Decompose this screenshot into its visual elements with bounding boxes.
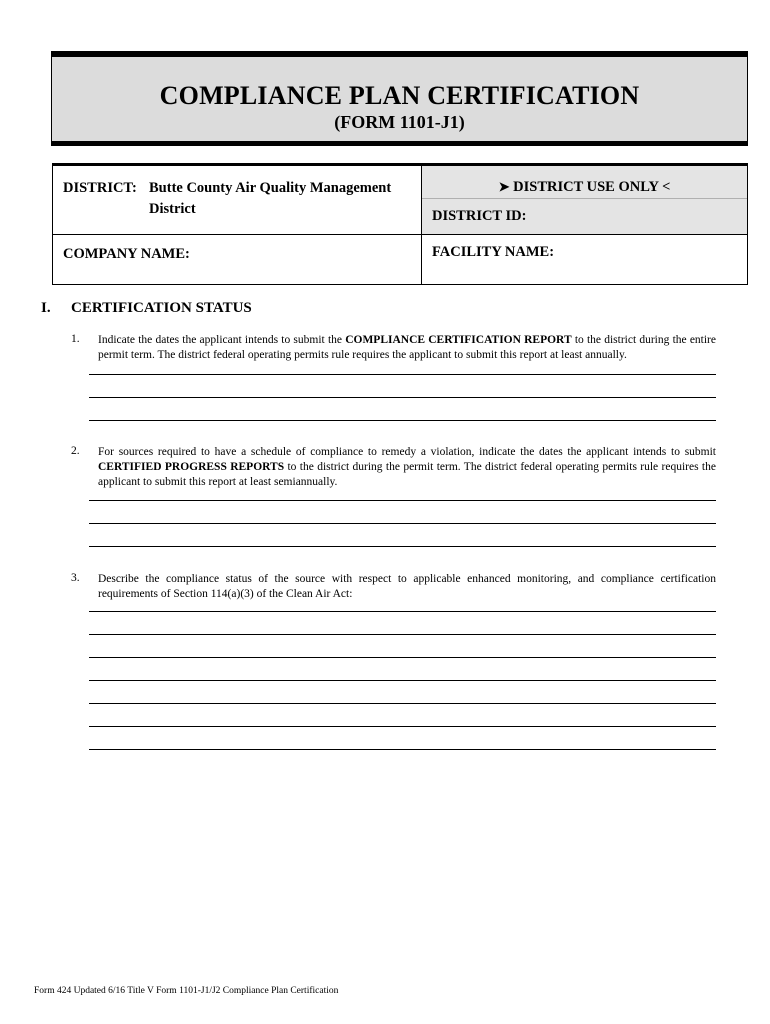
page-title: COMPLIANCE PLAN CERTIFICATION [159, 81, 640, 110]
section-title: CERTIFICATION STATUS [71, 300, 252, 316]
facility-info-table [52, 163, 748, 285]
district-value-line2: District [149, 201, 196, 217]
question-2-text-after: to the district during the permit term. The district federal operating permits rule requires the applicant to submit this report at least semiannually. [98, 461, 716, 488]
answer-line[interactable] [89, 657, 716, 658]
district-label: DISTRICT: [63, 180, 137, 196]
answer-line[interactable] [89, 500, 716, 501]
answer-line[interactable] [89, 523, 716, 524]
company-name-label: COMPANY NAME: [63, 246, 190, 262]
answer-line[interactable] [89, 680, 716, 681]
question-1-text-bold: COMPLIANCE CERTIFICATION REPORT [345, 334, 572, 346]
answer-line[interactable] [89, 726, 716, 727]
question-1-number: 1. [71, 333, 80, 345]
question-2-number: 2. [71, 445, 80, 457]
left-arrow-icon: < [662, 179, 671, 195]
district-use-only-label: DISTRICT USE ONLY [513, 179, 659, 195]
district-cell [53, 166, 422, 235]
facility-name-cell[interactable] [422, 235, 747, 285]
question-1-text-after: to the district during the entire permit term. The district federal operating permits rule requires the applicant to submit this report at least annually. [98, 334, 716, 361]
answer-line[interactable] [89, 397, 716, 398]
question-2-text [98, 445, 716, 490]
district-id-cell[interactable] [422, 199, 747, 235]
footer-text: Form 424 Updated 6/16 Title V Form 1101-J1/J2 Compliance Plan Certification [34, 986, 339, 996]
question-2-text-bold: CERTIFIED PROGRESS REPORTS [98, 461, 285, 473]
question-1-text [98, 333, 716, 363]
question-3-number: 3. [71, 572, 80, 584]
question-2-text-before: For sources required to have a schedule of compliance to remedy a violation, indicate the dates the applicant intends to submit [98, 446, 716, 458]
question-1-text-before: Indicate the dates the applicant intends to submit the [98, 334, 346, 346]
question-3-text-before: Describe the compliance status of the source with respect to applicable enhanced monitoring, and compliance certification requirements of Section 114(a)(3) of the Clean Air Act: [98, 573, 716, 600]
answer-line[interactable] [89, 546, 716, 547]
district-id-label: DISTRICT ID: [432, 208, 527, 224]
facility-name-label: FACILITY NAME: [432, 244, 555, 260]
answer-line[interactable] [89, 420, 716, 421]
section-number: I. [41, 300, 51, 316]
question-3-text [98, 572, 716, 602]
answer-line[interactable] [89, 749, 716, 750]
district-value-line1: Butte County Air Quality Management [149, 180, 392, 196]
form-number: (FORM 1101-J1) [334, 112, 465, 132]
answer-line[interactable] [89, 374, 716, 375]
right-arrow-icon: ➤ [498, 179, 510, 194]
company-name-cell[interactable] [53, 235, 422, 285]
answer-line[interactable] [89, 703, 716, 704]
answer-line[interactable] [89, 634, 716, 635]
form-title-box [51, 51, 748, 146]
answer-line[interactable] [89, 611, 716, 612]
district-use-only-header [422, 166, 747, 199]
